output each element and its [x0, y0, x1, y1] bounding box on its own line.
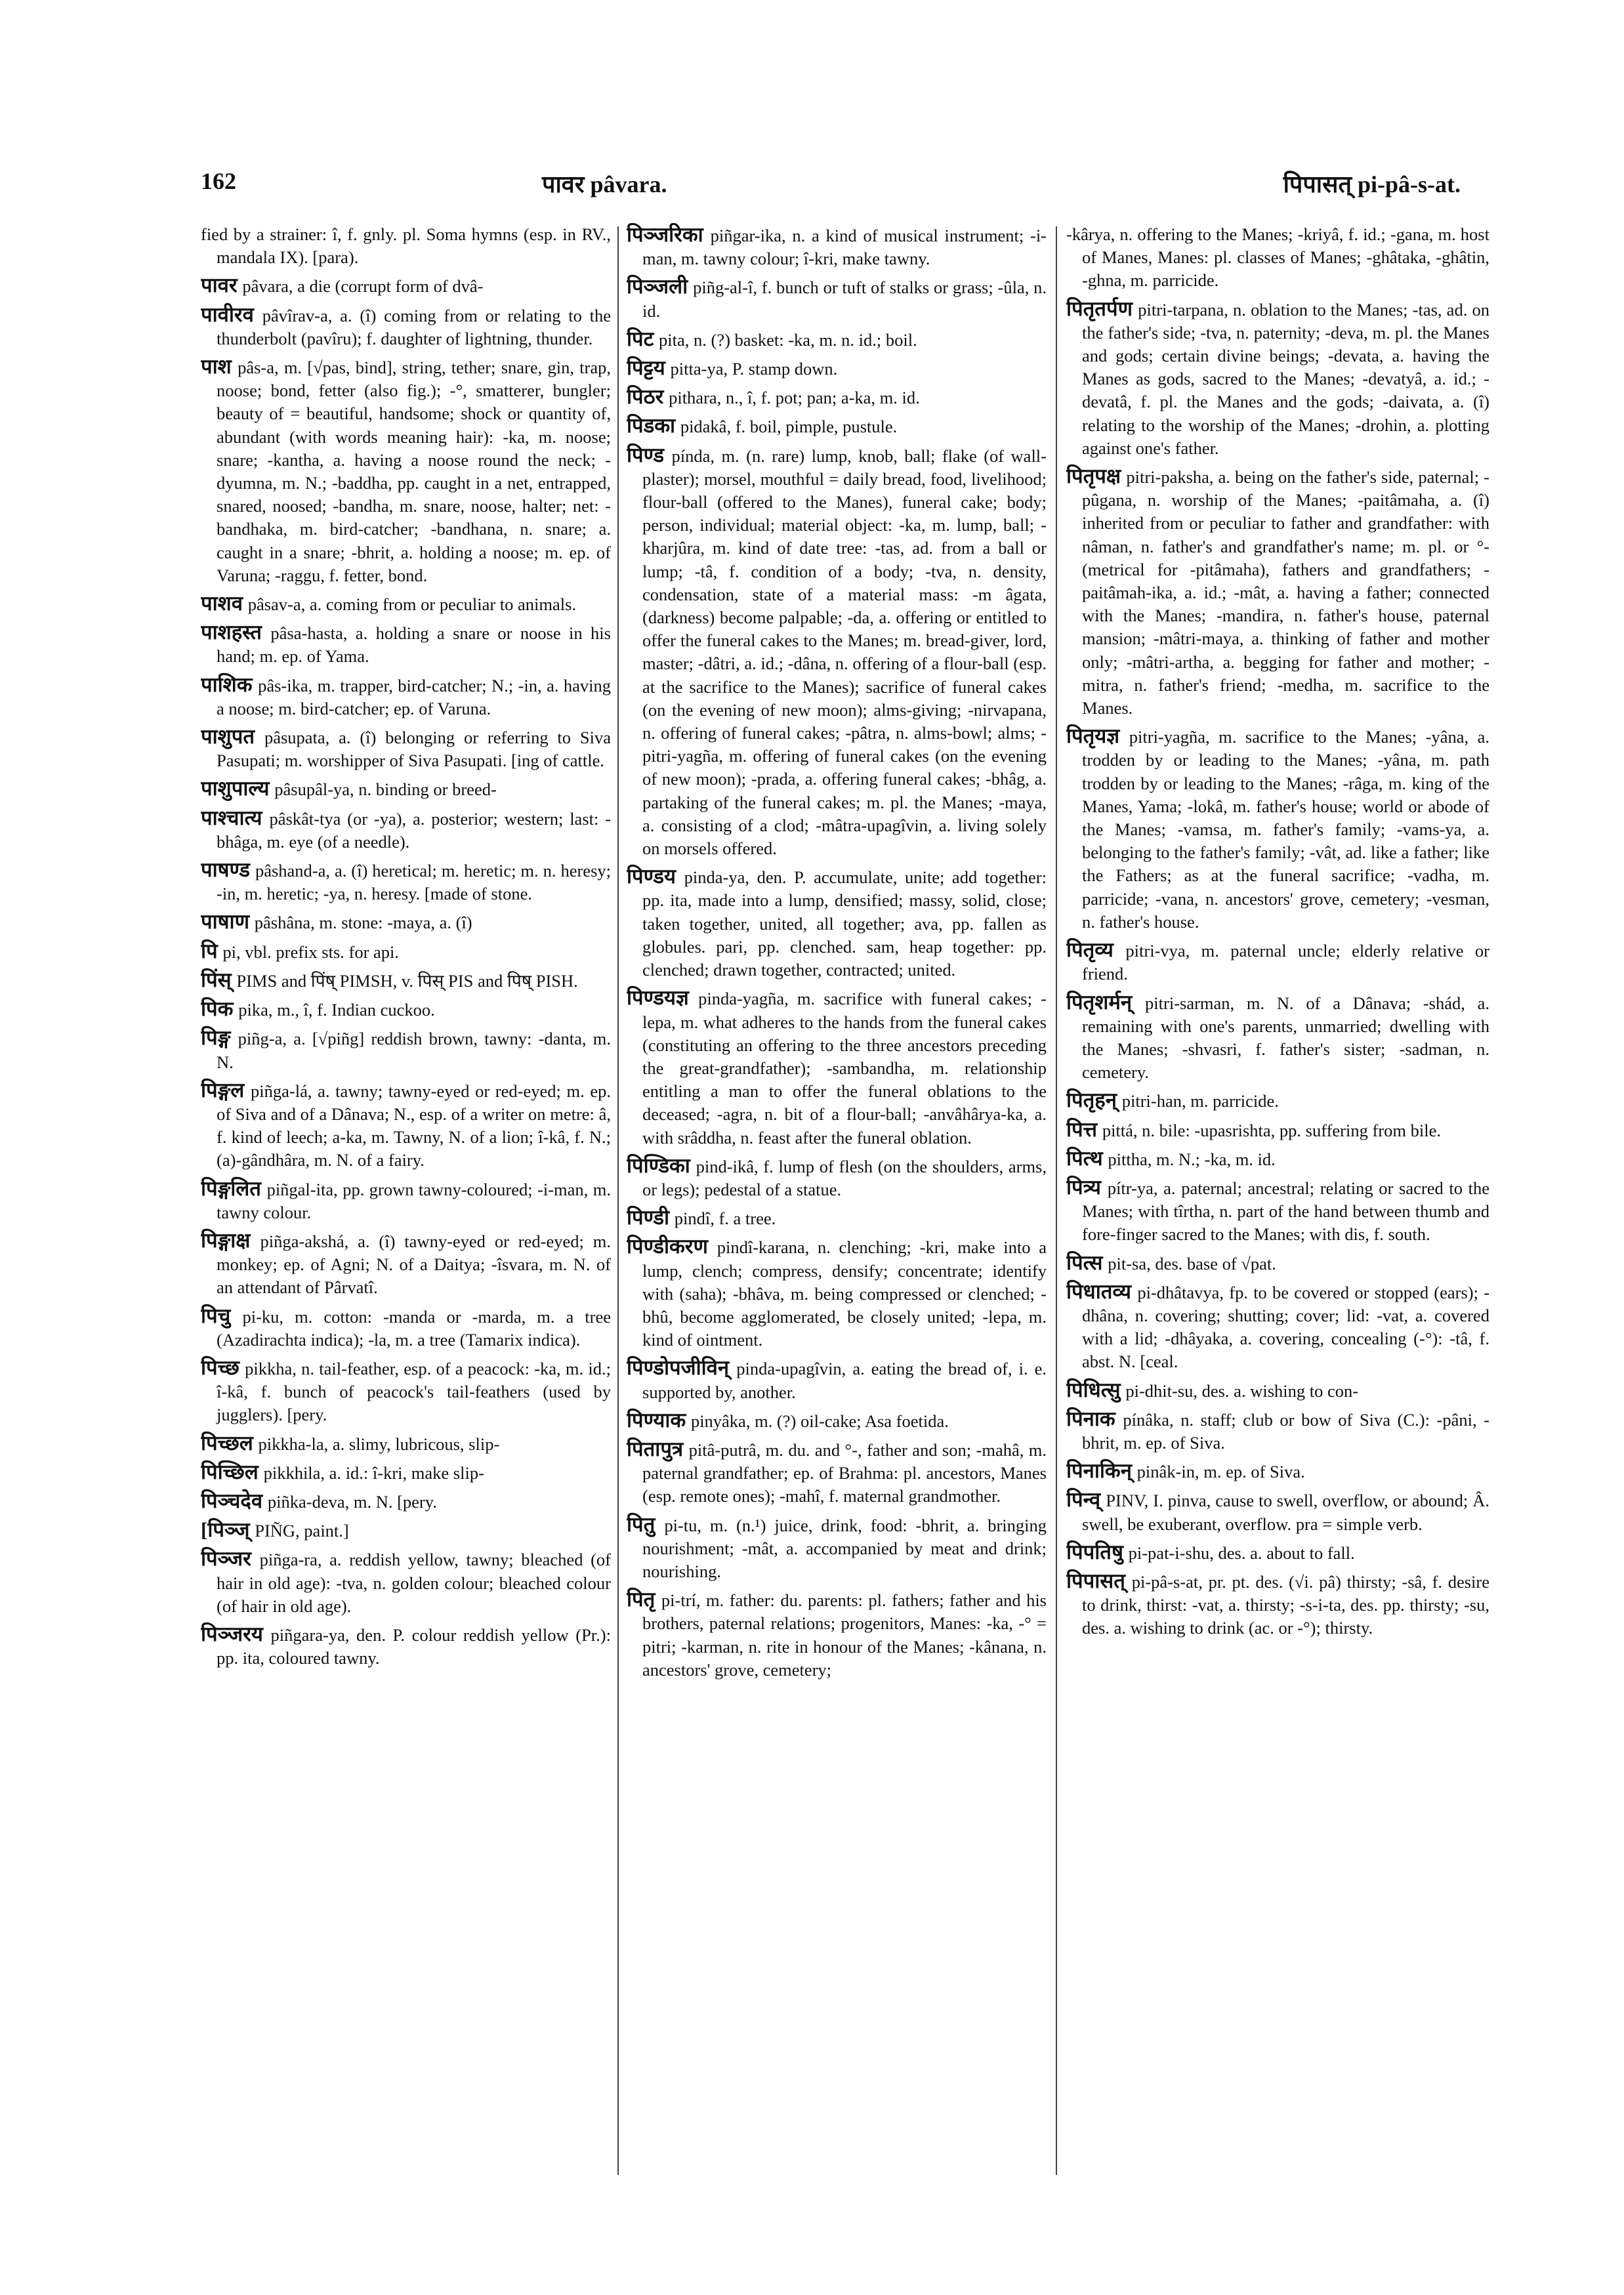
dictionary-entry: पाशुपत pâsupata, a. (î) belonging or referring to Siva Pasupati; m. worshipper of Siva Pasupati. [ing of cattle.	[201, 725, 611, 771]
dictionary-entry: -kârya, n. offering to the Manes; -kriyâ, f. id.; -gana, m. host of Manes, Manes: pl. classes of Manes; -ghâtaka, -ghâtin, -ghna, m. parricide.	[1066, 224, 1489, 291]
dictionary-entry: पितृशर्मन् pitri-sarman, m. N. of a Dânava; -shád, a. remaining with one's parents, unmarried; dwelling with the Manes; -shvasri, f. father's sister; -sadman, n. cemetery.	[1066, 990, 1489, 1083]
headword: पिच्छल	[201, 1431, 259, 1455]
dictionary-entry: पाशिक pâs-ika, m. trapper, bird-catcher; N.; -in, a. having a noose; m. bird-catcher; ep. of Varuna.	[201, 672, 611, 718]
dictionary-entry: पाश्चात्य pâskât-tya (or -ya), a. posterior; western; last: -bhâga, m. eye (of a needle).	[201, 806, 611, 852]
dictionary-entry: पितृतर्पण pitri-tarpana, n. oblation to the Manes; -tas, ad. on the father's side; -tva, n. paternity; -deva, m. pl. the Manes and gods; certain divine beings; -devata, a. having the Manes as gods, sacred to the Manes; -devatyâ, a. id.; -devatâ, f. pl. the Manes and the gods; -daivata, a. (î) relating to the worship of the Manes; -drohin, a. plotting against one's father.	[1066, 297, 1489, 458]
headword: पाशहस्त	[201, 621, 271, 644]
dictionary-entry: [पिञ्ज् PIÑG, paint.]	[201, 1518, 349, 1542]
dictionary-entry: पिडका pidakâ, f. boil, pimple, pustule.	[627, 414, 898, 438]
dictionary-entry: पिण्डय pinda-ya, den. P. accumulate, unite; add together: pp. ita, made into a lump, densified; massy, solid, close; taken together, united, all together; ava, pp. fallen as globules. pari, pp. clenched. sam, heap together: pp. clenched; drawn together, contracted; united.	[627, 865, 1047, 980]
headword: पिडका	[627, 414, 680, 438]
dictionary-entry: पितापुत्र pitâ-putrâ, m. du. and °-, father and son; -mahâ, m. paternal grandfather; ep. of Brahma: pl. ancestors, Manes (esp. remote ones); -mahî, f. maternal grandmother.	[627, 1437, 1047, 1506]
dictionary-entry: पिञ्जली piñg-al-î, f. bunch or tuft of stalks or grass; -ûla, n. id.	[627, 275, 1047, 321]
headword: पाषण्ड	[201, 858, 255, 882]
dictionary-entry: पिपासत् pi-pâ-s-at, pr. pt. des. (√i. pâ) thirsty; -sâ, f. desire to drink, thirst: -vat, a. thirsty; -s-i-ta, des. pp. thirsty; -su, des. a. wishing to drink (ac. or -°); thirsty.	[1066, 1569, 1489, 1638]
headword: पिंस्	[201, 968, 237, 991]
dictionary-entry: पितृ pi-trí, m. father: du. parents: pl. fathers; father and his brothers, paternal relations; progenitors, Manes: -ka, -° = pitri; -karman, n. rite in honour of the Manes; -kânana, n. ancestors' grove, cemetery;	[627, 1588, 1047, 1680]
dictionary-entry: पिञ्जर piñga-ra, a. reddish yellow, tawny; bleached (of hair in old age): -tva, n. golden colour; bleached colour (of hair in old age).	[201, 1547, 611, 1616]
dictionary-entry: पिण्ड pínda, m. (n. rare) lump, knob, ball; flake (of wall-plaster); morsel, mouthful = daily bread, food, livelihood; flour-ball (offered to the Manes), funeral cake; body; person, individual; material object: -ka, m. lump, ball; -kharjûra, m. kind of date tree: -tas, ad. from a ball or lump; -tâ, f. condition of a body; -tva, n. density, condensation, state of a material mass: -m âgata, (darkness) become palpable; -da, a. offering or entitled to offer the funeral cakes to the Manes; m. bread-giver, lord, master; -dâtri, a. id.; -dâna, n. offering of a flour-ball (esp. at the sacrifice to the Manes); sacrifice of funeral cakes (on the evening of new moon); alms-giving; -nirvapana, n. offering of funeral cakes; -pâtra, n. alms-bowl; alms; -pitri-yagña, m. offering of funeral cakes (on the evening of new moon); -prada, a. offering funeral cakes; -bhâg, a. partaking of the funeral cakes; m. pl. the Manes; -maya, a. consisting of a clod; -mâtra-upagîvin, a. living solely on morsels offered.	[627, 443, 1047, 859]
dictionary-entry: पित्थ pittha, m. N.; -ka, m. id.	[1066, 1146, 1276, 1170]
headword: पिच्छ	[201, 1355, 245, 1379]
dictionary-entry: पिच्छिल pikkhila, a. id.: î-kri, make slip-	[201, 1460, 484, 1483]
headword: पिण्डीकरण	[627, 1235, 717, 1258]
dictionary-entry: पितु pi-tu, m. (n.¹) juice, drink, food: -bhrit, a. bringing nourishment; -mât, a. accompanied by meat and drink; nourishing.	[627, 1512, 1047, 1581]
headword: पिङ्गाक्ष	[201, 1228, 260, 1252]
column-divider-2	[1056, 226, 1057, 2175]
dictionary-entry: पिन्व् PINV, I. pinva, cause to swell, overflow, or abound; Â. swell, be exuberant, overflow. pra = simple verb.	[1066, 1488, 1489, 1534]
dictionary-entry: पिण्डिका pind-ikâ, f. lump of flesh (on the shoulders, arms, or legs); pedestal of a statue.	[627, 1153, 1047, 1199]
headword: पि	[201, 939, 223, 962]
dictionary-entry: पिपतिषु pi-pat-i-shu, des. a. about to fall.	[1066, 1540, 1355, 1563]
headword: पिठर	[627, 385, 669, 409]
dictionary-entry: पितृपक्ष pitri-paksha, a. being on the father's side, paternal; -pûgana, n. worship of the Manes; -paitâmaha, a. (î) inherited from or peculiar to father and grandfather: with nâman, n. father's and grandfather's name; m. pl. or °- (metrical for -pitâmaha), fathers and grandfathers; -paitâmah-ika, a. id.; -mât, a. having a father; connected with the Manes; -mandira, n. father's house, paternal mansion; -mâtri-maya, a. thinking of father and mother only; -mâtri-artha, a. begging for father and mother; -mitra, n. father's friend; -medha, m. sacrifice to the Manes.	[1066, 465, 1489, 718]
dictionary-entry: पिनाकिन् pinâk-in, m. ep. of Siva.	[1066, 1459, 1305, 1483]
headword: पिण्ड	[627, 443, 672, 466]
dictionary-entry: पाशहस्त pâsa-hasta, a. holding a snare or noose in his hand; m. ep. of Yama.	[201, 621, 611, 667]
column-divider-1	[617, 226, 619, 2175]
headword: पितृहन्	[1066, 1088, 1122, 1112]
dictionary-entry: पिच्छ pikkha, n. tail-feather, esp. of a peacock: -ka, m. id.; î-kâ, f. bunch of peacock's tail-feathers (used by jugglers). [pery.	[201, 1355, 611, 1425]
dictionary-entry: पाषण्ड pâshand-a, a. (î) heretical; m. heretic; m. n. heresy; -in, m. heretic; -ya, n. heresy. [made of stone.	[201, 858, 611, 904]
headword: पितृपक्ष	[1066, 465, 1127, 488]
dictionary-entry: पित्स pit-sa, des. base of √pat.	[1066, 1251, 1276, 1274]
dictionary-entry: पिक pika, m., î, f. Indian cuckoo.	[201, 997, 435, 1021]
headword: पिधित्सु	[1066, 1378, 1126, 1401]
headword: पितृशर्मन्	[1066, 990, 1146, 1014]
dictionary-entry: पावर pâvara, a die (corrupt form of dvâ-	[201, 274, 484, 297]
headword: पितापुत्र	[627, 1437, 689, 1460]
dictionary-entry: fied by a strainer: î, f. gnly. pl. Soma hymns (esp. in RV., mandala IX). [para).	[201, 224, 611, 268]
dictionary-entry: पिण्डी pindî, f. a tree.	[627, 1206, 776, 1230]
dictionary-entry: पिङ्गाक्ष piñga-akshá, a. (î) tawny-eyed or red-eyed; m. monkey; ep. of Agni; N. of a Daitya; -îsvara, m. N. of an attendant of Pârvatî.	[201, 1228, 611, 1298]
headword: पाशुपत	[201, 725, 264, 749]
headword: पिपासत्	[1066, 1569, 1132, 1592]
headword: पितृतर्पण	[1066, 297, 1138, 320]
dictionary-entry: पि pi, vbl. prefix sts. for api.	[201, 939, 400, 962]
column-2	[627, 223, 1047, 2178]
dictionary-entry: पिण्याक pinyâka, m. (?) oil-cake; Asa foetida.	[627, 1408, 949, 1432]
dictionary-entry: पिङ्ग piñg-a, a. [√piñg] reddish brown, tawny: -danta, m. N.	[201, 1026, 611, 1072]
right-guide-word: पिपासत् pi-pâ-s-at.	[1283, 171, 1461, 197]
dictionary-entry: पिङ्गल piñga-lá, a. tawny; tawny-eyed or red-eyed; m. ep. of Siva and of a Dânava; N., esp. of a writer on metre: â, f. kind of leech; a-ka, m. Tawny, N. of a lion; î-kâ, f. N.; (a)-gândhâra, m. N. of a fairy.	[201, 1078, 611, 1170]
headword: पिच्छिल	[201, 1460, 264, 1483]
dictionary-entry: पिनाक pínâka, n. staff; club or bow of Siva (C.): -pâni, -bhrit, m. ep. of Siva.	[1066, 1407, 1489, 1453]
page-header	[201, 167, 1461, 207]
dictionary-entry: पिञ्जरिका piñgar-ika, n. a kind of musical instrument; -i-man, m. tawny colour; î-kri, make tawny.	[627, 223, 1047, 269]
dictionary-entry: पितृहन् pitri-han, m. parricide.	[1066, 1088, 1279, 1112]
headword: पाशव	[201, 592, 248, 615]
headword: पिण्डोपजीविन्	[627, 1356, 737, 1380]
dictionary-entry: पिङ्गलित piñgal-ita, pp. grown tawny-coloured; -i-man, m. tawny colour.	[201, 1176, 611, 1222]
dictionary-entry: पिचु pi-ku, m. cotton: -manda or -marda, m. a tree (Azadirachta indica); -la, m. a tree (Tamarix indica).	[201, 1304, 611, 1350]
headword: पिपतिषु	[1066, 1540, 1129, 1563]
column-1	[201, 223, 611, 2178]
headword: पिनाकिन्	[1066, 1459, 1137, 1483]
dictionary-entry: पाशव pâsav-a, a. coming from or peculiar to animals.	[201, 592, 577, 615]
dictionary-entry: पिधित्सु pi-dhit-su, des. a. wishing to con-	[1066, 1378, 1359, 1401]
dictionary-entry: पिञ्जरय piñgara-ya, den. P. colour reddish yellow (Pr.): pp. ita, coloured tawny.	[201, 1622, 611, 1668]
headword: पितु	[627, 1512, 665, 1536]
dictionary-entry: पिच्छल pikkha-la, a. slimy, lubricous, slip-	[201, 1431, 500, 1455]
left-guide-word: पावर pâvara.	[542, 171, 667, 197]
headword: [पिञ्ज्	[201, 1518, 255, 1542]
dictionary-entry: पाशुपाल्य pâsupâl-ya, n. binding or breed-	[201, 777, 497, 800]
headword: पितृव्य	[1066, 938, 1126, 962]
headword: पिधातव्य	[1066, 1279, 1138, 1303]
headword: पिण्डिका	[627, 1153, 696, 1177]
headword: पिण्डय	[627, 865, 684, 888]
headword: पाश	[201, 355, 238, 379]
dictionary-entry: पिण्डयज्ञ pinda-yagña, m. sacrifice with funeral cakes; -lepa, m. what adheres to the hands from the funeral cakes (constituting an offering to the three ancestors preceding the great-grandfather); -sambandha, m. relationship entitling a man to offer the funeral oblations to the deceased; -agra, n. bit of a flour-ball; -anvâhârya-ka, a. with srâddha, n. feast after the funeral oblation.	[627, 986, 1047, 1148]
dictionary-entry: पाषाण pâshâna, m. stone: -maya, a. (î)	[201, 910, 472, 934]
dictionary-entry: पितृयज्ञ pitri-yagña, m. sacrifice to the Manes; -yâna, a. trodden by or leading to the Manes; -yâna, m. path trodden by or leading to the Manes; -râga, m. king of the Manes, Yama; -lokâ, m. father's house; world or abode of the Manes; -vamsa, m. father's family; -vams-ya, a. belonging to the father's family; -vât, ad. like a father; like the Fathers; as at the funeral sacrifice; -vadha, m. parricide; -vana, n. ancestors' grove, cemetery; -vesman, n. father's house.	[1066, 724, 1489, 932]
dictionary-entry: पिठर pithara, n., î, f. pot; pan; a-ka, m. id.	[627, 385, 920, 409]
headword: पिन्व्	[1066, 1488, 1106, 1512]
headword: पिञ्जरिका	[627, 223, 711, 246]
dictionary-entry: पिण्डीकरण pindî-karana, n. clenching; -kri, make into a lump, clench; compress, densify; concentrate; identify with (saha); -bhâva, m. being compressed or clenched; -bhû, become agglomerated, be closely united; -lepa, m. kind of ointment.	[627, 1235, 1047, 1350]
dictionary-entry: पिंस् PIMS and पिंष् PIMSH, v. पिस् PIS and पिष् PISH.	[201, 968, 578, 991]
headword: पिक	[201, 997, 239, 1021]
dictionary-entry: पितृव्य pitri-vya, m. paternal uncle; elderly relative or friend.	[1066, 938, 1489, 984]
headword: पिञ्जरय	[201, 1622, 271, 1645]
dictionary-entry: पिञ्चदेव piñka-deva, m. N. [pery.	[201, 1489, 437, 1512]
headword: पाषाण	[201, 910, 255, 934]
dictionary-entry: पिधातव्य pi-dhâtavya, fp. to be covered or stopped (ears); -dhâna, n. covering; shutting; cover; lid: -vat, a. covered with a lid; -dhâyaka, a. covering, concealing (-°): -tâ, f. abst. N. [ceal.	[1066, 1279, 1489, 1372]
headword: पितृ	[627, 1588, 661, 1611]
headword: पावीरव	[201, 302, 262, 326]
page-number: 162	[201, 168, 236, 194]
headword: पित्थ	[1066, 1146, 1108, 1170]
headword: पाश्चात्य	[201, 806, 270, 829]
headword: पिङ्ग	[201, 1026, 238, 1050]
headword: पिञ्जर	[201, 1547, 260, 1571]
headword: पिञ्जली	[627, 275, 694, 299]
headword: पावर	[201, 274, 243, 297]
dictionary-entry: पिण्डोपजीविन् pinda-upagîvin, a. eating the bread of, i. e. supported by, another.	[627, 1356, 1047, 1402]
headword: पिङ्गल	[201, 1078, 251, 1102]
headword: पिञ्चदेव	[201, 1489, 268, 1512]
dictionary-entry: पावीरव pâvîrav-a, a. (î) coming from or relating to the thunderbolt (pavîru); f. daughter of lightning, thunder.	[201, 302, 611, 348]
dictionary-entry: पित्र्य pítr-ya, a. paternal; ancestral; relating or sacred to the Manes; with tîrtha, n. part of the hand between thumb and fore-finger sacred to the Manes; with dis, f. south.	[1066, 1175, 1489, 1245]
headword: पित्र्य	[1066, 1175, 1108, 1199]
dictionary-entry: पिट pita, n. (?) basket: -ka, m. n. id.; boil.	[627, 327, 917, 350]
dictionary-entry: पित्त pittá, n. bile: -upasrishta, pp. suffering from bile.	[1066, 1117, 1441, 1141]
headword: पिण्डी	[627, 1206, 675, 1230]
headword: पिनाक	[1066, 1407, 1123, 1430]
headword: पिण्याक	[627, 1408, 691, 1432]
headword: पिट	[627, 327, 659, 350]
headword: पिट्टय	[627, 356, 671, 380]
dictionary-entry: पिट्टय pitta-ya, P. stamp down.	[627, 356, 838, 380]
headword: पिचु	[201, 1304, 243, 1327]
dictionary-entry: पाश pâs-a, m. [√pas, bind], string, tether; snare, gin, trap, noose; bond, fetter (also fig.); -°, smatterer, bungler; beauty of = beautiful, handsome; shock or quantity of, abundant (with words meaning hair): -ka, m. noose; snare; -kantha, a. having a noose round the neck; -dyumna, m. N.; -baddha, pp. caught in a net, entrapped, snared, noosed; -bandha, m. snare, noose, halter; net: -bandhaka, m. bird-catcher; -bandhana, n. snare; a. caught in a snare; -bhrit, a. holding a noose; m. ep. of Varuna; -raggu, f. fetter, bond.	[201, 355, 611, 585]
headword: पित्स	[1066, 1251, 1108, 1274]
headword: पाशिक	[201, 672, 259, 696]
headword: पिण्डयज्ञ	[627, 986, 699, 1010]
column-3	[1066, 223, 1489, 2178]
headword: पित्त	[1066, 1117, 1102, 1141]
headword: पितृयज्ञ	[1066, 724, 1129, 748]
headword: पाशुपाल्य	[201, 777, 275, 800]
headword: पिङ्गलित	[201, 1176, 267, 1200]
